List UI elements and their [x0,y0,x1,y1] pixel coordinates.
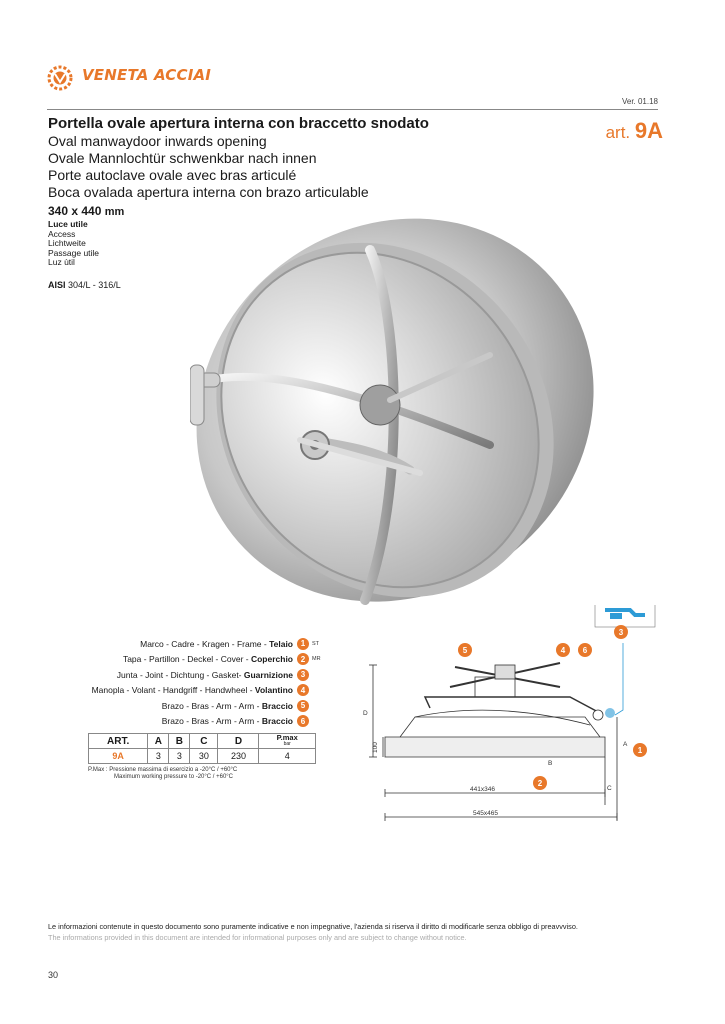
callout-badge: 1 [297,638,309,650]
callout-badge: 3 [297,669,309,681]
dim-outer-label: 545x465 [473,810,498,817]
callout-badge: 5 [297,700,309,712]
col-c: C [190,734,218,749]
col-d: D [218,734,259,749]
title-french: Porte autoclave ovale avec bras articulé [48,167,297,183]
cell-art: 9A [89,749,148,764]
table-header-row [89,734,316,749]
material-value: 304/L - 316/L [68,280,121,290]
callout-2: 2 [537,779,543,788]
callout-5: 5 [462,646,468,655]
legend-row [40,683,330,699]
callout-badge: 6 [297,715,309,727]
disclaimer-english: The informations provided in this document are intended for informational purposes only and are subject to change without notice. [48,933,467,942]
spec-table [88,733,316,764]
callout-3: 3 [618,628,624,637]
cell-pmax: 4 [259,749,316,764]
title-italian: Portella ovale apertura interna con braccetto snodato [48,115,429,132]
legend-row [40,698,330,714]
access-de: Lichtweite [48,238,86,248]
dim-inner-label: 441x346 [470,786,495,793]
legend-note: MR [312,656,321,663]
parts-legend [40,636,330,729]
page-number: 30 [48,970,59,980]
legend-row [40,652,330,668]
pmax-note-line1: P.Max : Pressione massima di esercizio a -20°C / +60°C [88,767,238,773]
legend-label: Brazo - Bras - Arm - Arm - Braccio [161,716,293,727]
pmax-note [88,767,237,781]
cell-d: 230 [218,749,259,764]
legend-label: Brazo - Bras - Arm - Arm - Braccio [161,700,293,711]
access-en: Access [48,228,76,239]
article-code [606,118,663,144]
dim-height-label: 100 [372,742,379,753]
legend-label: Tapa - Partillon - Deckel - Cover - Coperchio [122,654,293,665]
col-pmax: P.max bar [259,734,316,749]
dim-b-label: B [548,760,553,767]
legend-note: ST [312,640,320,647]
cell-a: 3 [148,749,169,764]
technical-drawing [355,605,665,835]
callout-1: 1 [637,746,643,755]
manway-door-photo [190,195,600,635]
callout-badge: 4 [297,684,309,696]
title-spanish: Boca ovalada apertura interna con brazo articulable [48,184,369,200]
title-english: Oval manwaydoor inwards opening [48,133,267,149]
legend-label: Marco - Cadre - Kragen - Frame - Telaio [140,638,293,649]
dim-d-label: D [363,710,368,717]
cell-b: 3 [169,749,190,764]
legend-label: Manopla - Volant - Handgriff - Handwheel - Volantino [91,685,293,696]
legend-label: Junta - Joint - Dichtung - Gasket- Guarnizione [116,669,293,680]
access-fr: Passage utile [48,247,100,258]
size-spec [48,204,124,218]
dim-a-label: A [623,741,628,748]
dim-c-label: C [607,785,612,792]
version-label: Ver. 01.18 [621,97,658,106]
material-label: AISI [48,280,66,290]
legend-row [40,636,330,652]
size-value: 340 x 440 [48,204,102,218]
col-b: B [169,734,190,749]
legend-row [40,667,330,683]
brand-name: VENETA ACCIAI [82,66,212,84]
col-art: ART. [89,734,148,749]
article-prefix: art. [605,123,631,142]
table-row [89,749,316,764]
col-a: A [148,734,169,749]
callout-6: 6 [582,646,588,655]
title-block [48,115,568,201]
access-it: Luce utile [48,219,88,229]
size-unit: mm [104,206,125,218]
callout-badge: 2 [297,653,309,665]
access-es: Luz ùtil [48,257,75,267]
title-german: Ovale Mannlochtür schwenkbar nach innen [48,150,317,166]
material-spec [48,280,121,290]
access-labels [48,220,99,268]
pmax-note-line2: Maximum working pressure to -20°C / +60°C [114,774,234,780]
cell-c: 30 [190,749,218,764]
header-divider [47,109,658,110]
disclaimer-italian: Le informazioni contenute in questo documento sono puramente indicative e non impegnative, l'azienda si riserva il diritto di modificarle senza obbligo di preavvviso. [48,922,578,931]
legend-row [40,714,330,730]
callout-4: 4 [560,646,566,655]
article-number: 9A [634,118,663,143]
